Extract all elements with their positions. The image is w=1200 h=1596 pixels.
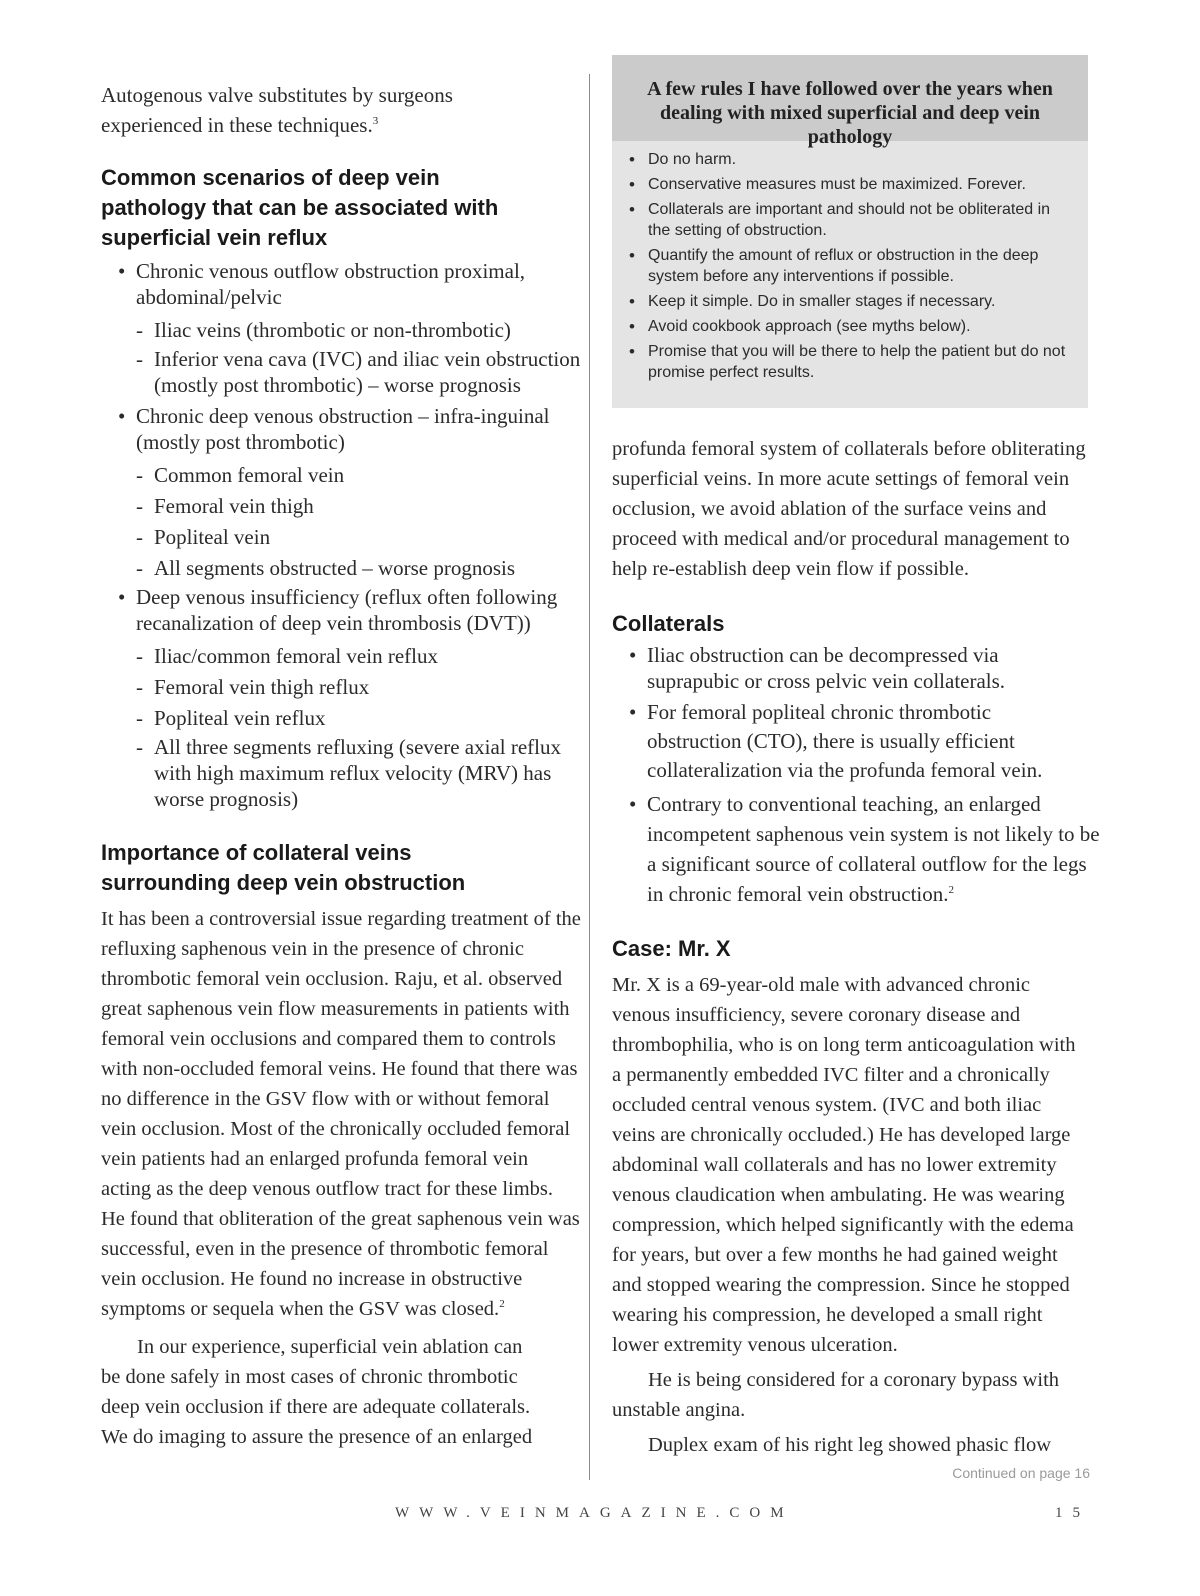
scenarios-list xyxy=(101,258,581,812)
list-item: - Common femoral vein xyxy=(101,460,581,490)
footer-website: WWW.VEINMAGAZINE.COM xyxy=(395,1505,794,1521)
footnote-ref: 3 xyxy=(372,115,379,127)
list-item: • Deep venous insufficiency (reflux often following recanalization of deep vein thrombosis (DVT)) xyxy=(101,584,581,636)
list-item: - Popliteal vein xyxy=(101,522,581,552)
list-item: - Inferior vena cava (IVC) and iliac vein obstruction (mostly post thrombotic) – worse prognosis xyxy=(101,346,581,398)
page-number: 15 xyxy=(1055,1505,1090,1521)
collateral-paragraph-text: It has been a controversial issue regarding treatment of the refluxing saphenous vein in the presence of chronic thrombotic femoral vein occlusion. Raju, et al. observed great saphenous vein flow measurements in patients with femoral vein occlusions and compared them to controls with non-occluded femoral veins. He found that there was no difference in the GSV flow with or without femoral vein occlusion. Most of the chronically occluded femoral vein patients had an enlarged profunda femoral vein acting as the deep venous outflow tract for these limbs. He found that obliteration of the great saphenous vein was successful, even in the presence of thrombotic femoral vein occlusion. He found no increase in obstructive symptoms or sequela when the GSV was closed. xyxy=(101,908,581,1320)
rule-item: • Do no harm. xyxy=(612,149,1072,170)
rules-box-title: A few rules I have followed over the years when dealing with mixed superficial and deep vein pathology xyxy=(612,55,1088,141)
rule-item: • Conservative measures must be maximized. Forever. xyxy=(612,174,1072,195)
list-item: - All three segments refluxing (severe axial reflux with high maximum reflux velocity (MRV) has worse prognosis) xyxy=(101,734,564,812)
rule-item: • Keep it simple. Do in smaller stages if necessary. xyxy=(612,291,1072,312)
list-item: - Popliteal vein reflux xyxy=(101,703,581,733)
intro-text: Autogenous valve substitutes by surgeons experienced in these techniques. xyxy=(101,83,453,137)
collaterals-list xyxy=(612,642,1100,909)
rules-sidebar-box xyxy=(612,55,1088,408)
section-heading-case: Case: Mr. X xyxy=(612,936,731,961)
case-paragraph: Mr. X is a 69-year-old male with advanced chronic venous insufficiency, severe coronary disease and thrombophilia, who is on long term anticoagulation with a permanently embedded IVC filter and a chronically occluded central venous system. (IVC and both iliac veins are chronically occluded.) He has developed large abdominal wall collaterals and has no lower extremity venous claudication when ambulating. He was wearing compression, which helped significantly with the edema for years, but over a few months he had gained weight and stopped wearing the compression. Since he stopped wearing his compression, he developed a small right lower extremity venous ulceration. xyxy=(612,974,1076,1356)
intro-paragraph xyxy=(101,80,481,140)
column-divider xyxy=(589,74,590,1480)
footnote-ref: 2 xyxy=(499,1298,505,1310)
list-item: - All segments obstructed – worse prognosis xyxy=(101,553,581,583)
rule-item: • Promise that you will be there to help the patient but do not promise perfect results. xyxy=(612,341,1072,383)
rule-item: • Avoid cookbook approach (see myths below). xyxy=(612,316,1072,337)
rule-item: • Quantify the amount of reflux or obstruction in the deep system before any interventions if possible. xyxy=(612,245,1072,287)
continued-note: Continued on page 16 xyxy=(952,1465,1090,1481)
list-item: - Iliac/common femoral vein reflux xyxy=(101,641,581,671)
list-item: • Chronic venous outflow obstruction proximal, abdominal/pelvic xyxy=(101,258,581,310)
list-item: - Iliac veins (thrombotic or non-thrombotic) xyxy=(101,315,581,345)
list-item: - Femoral vein thigh xyxy=(101,491,581,521)
section-heading-scenarios: Common scenarios of deep vein pathology that can be associated with superficial vein reflux xyxy=(101,165,499,250)
section-heading-collaterals: Collaterals xyxy=(612,611,725,636)
case-paragraph-duplex: Duplex exam of his right leg showed phasic flow xyxy=(648,1434,1052,1456)
footnote-ref: 2 xyxy=(948,884,954,896)
list-item: • Iliac obstruction can be decompressed via suprapubic or cross pelvic vein collaterals. xyxy=(612,642,1047,694)
list-item: • Chronic deep venous obstruction – infra-inguinal (mostly post thrombotic) xyxy=(101,403,581,455)
list-item: - Femoral vein thigh reflux xyxy=(101,672,581,702)
profunda-paragraph: profunda femoral system of collaterals before obliterating superficial veins. In more acute settings of femoral vein occlusion, we avoid ablation of the surface veins and proceed with medical and/or procedural management to help re-establish deep vein flow if possible. xyxy=(612,438,1086,580)
experience-paragraph: In our experience, superficial vein ablation can be done safely in most cases of chronic thrombotic deep vein occlusion if there are adequate collaterals. We do imaging to assure the presence of an enlarged xyxy=(101,1336,533,1448)
list-item: • For femoral popliteal chronic thrombotic obstruction (CTO), there is usually efficient collateralization via the profunda femoral vein. xyxy=(612,698,1082,785)
case-paragraph-bypass: He is being considered for a coronary bypass with unstable angina. xyxy=(612,1369,1060,1421)
list-item-with-footnote xyxy=(612,789,1107,909)
list-item-text: Contrary to conventional teaching, an enlarged incompetent saphenous vein system is not likely to be a significant source of collateral outflow for the legs in chronic femoral vein obstruction. xyxy=(647,792,1100,906)
collateral-paragraph xyxy=(101,904,581,1324)
section-heading-collateral-veins: Importance of collateral veins surrounding deep vein obstruction xyxy=(101,840,466,895)
rule-item: • Collaterals are important and should not be obliterated in the setting of obstruction. xyxy=(612,199,1072,241)
rules-list xyxy=(612,141,1088,383)
